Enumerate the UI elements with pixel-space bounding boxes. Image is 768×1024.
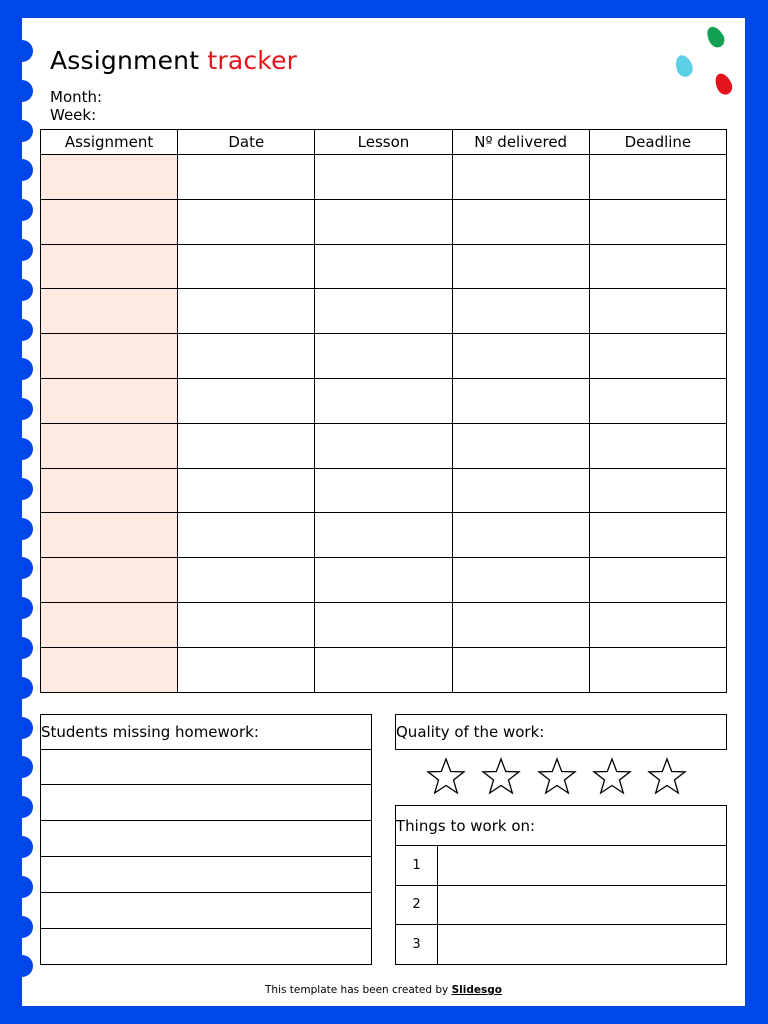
table-row <box>41 602 727 647</box>
table-cell-date[interactable] <box>178 423 315 468</box>
month-label: Month: <box>50 88 103 106</box>
item-text[interactable] <box>438 925 727 965</box>
binder-hole <box>11 836 33 858</box>
table-cell-deadline[interactable] <box>589 468 726 513</box>
list-item <box>396 925 727 965</box>
star-outline-icon[interactable] <box>592 757 632 797</box>
quality-label: Quality of the work: <box>395 714 727 750</box>
binder-hole <box>11 796 33 818</box>
table-cell-deadline[interactable] <box>589 602 726 647</box>
table-cell-lesson[interactable] <box>315 155 452 200</box>
table-cell-lesson[interactable] <box>315 199 452 244</box>
binder-hole <box>11 518 33 540</box>
star-outline-icon[interactable] <box>647 757 687 797</box>
table-cell-assignment[interactable] <box>41 558 178 603</box>
table-cell-assignment[interactable] <box>41 244 178 289</box>
title-main: Assignment <box>50 46 200 75</box>
table-header-row <box>41 130 727 155</box>
binder-hole <box>11 677 33 699</box>
things-to-work-on-table <box>395 845 727 965</box>
table-cell-assignment[interactable] <box>41 334 178 379</box>
credit-brand-link[interactable]: Slidesgo <box>451 984 502 996</box>
column-header-deadline: Deadline <box>589 130 726 155</box>
table-cell-lesson[interactable] <box>315 289 452 334</box>
binder-hole <box>11 478 33 500</box>
column-header-date: Date <box>178 130 315 155</box>
missing-homework-label: Students missing homework: <box>40 714 372 750</box>
table-cell-lesson[interactable] <box>315 334 452 379</box>
table-cell-lesson[interactable] <box>315 244 452 289</box>
binder-hole <box>11 159 33 181</box>
binder-hole <box>11 120 33 142</box>
missing-homework-list <box>40 749 372 965</box>
green-drop-icon <box>704 24 728 51</box>
table-cell-date[interactable] <box>178 289 315 334</box>
table-cell-assignment[interactable] <box>41 199 178 244</box>
table-row <box>41 199 727 244</box>
page-title <box>50 46 297 75</box>
binder-hole <box>11 80 33 102</box>
table-row <box>41 468 727 513</box>
table-cell-lesson[interactable] <box>315 468 452 513</box>
table-cell-date[interactable] <box>178 378 315 423</box>
title-accent: tracker <box>207 46 298 75</box>
table-cell-deadline[interactable] <box>589 289 726 334</box>
missing-homework-line[interactable] <box>40 893 372 929</box>
binder-hole <box>11 955 33 977</box>
table-cell-assignment[interactable] <box>41 423 178 468</box>
table-cell-deadline[interactable] <box>589 378 726 423</box>
worksheet-page <box>22 18 745 1006</box>
item-text[interactable] <box>438 885 727 925</box>
table-cell-deadline[interactable] <box>589 647 726 692</box>
table-cell-lesson[interactable] <box>315 647 452 692</box>
credit-text: This template has been created by <box>265 984 449 996</box>
star-outline-icon[interactable] <box>537 757 577 797</box>
table-row <box>41 513 727 558</box>
table-cell-lesson[interactable] <box>315 423 452 468</box>
list-item <box>396 846 727 886</box>
binder-hole <box>11 239 33 261</box>
star-outline-icon[interactable] <box>426 757 466 797</box>
table-cell-date[interactable] <box>178 334 315 379</box>
table-cell-date[interactable] <box>178 513 315 558</box>
table-cell-lesson[interactable] <box>315 558 452 603</box>
table-cell-delivered[interactable] <box>452 155 589 200</box>
table-cell-assignment[interactable] <box>41 155 178 200</box>
cyan-drop-icon <box>673 53 696 79</box>
item-number: 3 <box>396 925 438 965</box>
binder-hole <box>11 319 33 341</box>
table-cell-deadline[interactable] <box>589 513 726 558</box>
footer-credit <box>22 984 745 996</box>
item-number: 1 <box>396 846 438 886</box>
table-cell-assignment[interactable] <box>41 602 178 647</box>
missing-homework-line[interactable] <box>40 749 372 785</box>
table-cell-lesson[interactable] <box>315 513 452 558</box>
table-cell-assignment[interactable] <box>41 468 178 513</box>
binder-hole <box>11 876 33 898</box>
table-cell-delivered[interactable] <box>452 602 589 647</box>
table-cell-delivered[interactable] <box>452 199 589 244</box>
star-outline-icon[interactable] <box>481 757 521 797</box>
binder-hole <box>11 597 33 619</box>
table-row <box>41 378 727 423</box>
table-cell-deadline[interactable] <box>589 423 726 468</box>
table-cell-deadline[interactable] <box>589 334 726 379</box>
column-header-lesson: Lesson <box>315 130 452 155</box>
binder-hole <box>11 916 33 938</box>
table-cell-assignment[interactable] <box>41 513 178 558</box>
table-row <box>41 155 727 200</box>
item-number: 2 <box>396 885 438 925</box>
binder-hole <box>11 438 33 460</box>
table-row <box>41 558 727 603</box>
red-drop-icon <box>712 71 735 97</box>
table-cell-delivered[interactable] <box>452 513 589 558</box>
table-row <box>41 244 727 289</box>
table-cell-deadline[interactable] <box>589 199 726 244</box>
binder-hole <box>11 637 33 659</box>
table-row <box>41 289 727 334</box>
table-cell-date[interactable] <box>178 468 315 513</box>
binder-hole <box>11 358 33 380</box>
table-cell-date[interactable] <box>178 155 315 200</box>
table-cell-deadline[interactable] <box>589 244 726 289</box>
table-cell-delivered[interactable] <box>452 244 589 289</box>
column-header-delivered: Nº delivered <box>452 130 589 155</box>
binder-hole <box>11 557 33 579</box>
table-cell-delivered[interactable] <box>452 289 589 334</box>
binder-hole <box>11 199 33 221</box>
table-cell-delivered[interactable] <box>452 334 589 379</box>
item-text[interactable] <box>438 846 727 886</box>
table-cell-delivered[interactable] <box>452 558 589 603</box>
table-row <box>41 423 727 468</box>
table-row <box>41 334 727 379</box>
table-cell-date[interactable] <box>178 199 315 244</box>
table-cell-delivered[interactable] <box>452 647 589 692</box>
table-row <box>41 647 727 692</box>
binder-hole <box>11 717 33 739</box>
quality-rating[interactable] <box>426 757 702 797</box>
missing-homework-line[interactable] <box>40 785 372 821</box>
assignment-table-body <box>41 155 727 693</box>
table-cell-delivered[interactable] <box>452 423 589 468</box>
table-cell-date[interactable] <box>178 244 315 289</box>
missing-homework-line[interactable] <box>40 857 372 893</box>
missing-homework-line[interactable] <box>40 821 372 857</box>
table-cell-assignment[interactable] <box>41 647 178 692</box>
table-cell-delivered[interactable] <box>452 378 589 423</box>
table-cell-date[interactable] <box>178 647 315 692</box>
table-cell-deadline[interactable] <box>589 558 726 603</box>
table-cell-lesson[interactable] <box>315 602 452 647</box>
things-to-work-on-label: Things to work on: <box>395 805 727 846</box>
week-label: Week: <box>50 106 97 124</box>
table-cell-date[interactable] <box>178 602 315 647</box>
binder-hole <box>11 756 33 778</box>
table-cell-date[interactable] <box>178 558 315 603</box>
missing-homework-line[interactable] <box>40 929 372 965</box>
table-cell-assignment[interactable] <box>41 378 178 423</box>
table-cell-delivered[interactable] <box>452 468 589 513</box>
column-header-assignment: Assignment <box>41 130 178 155</box>
list-item <box>396 885 727 925</box>
table-cell-deadline[interactable] <box>589 155 726 200</box>
table-cell-lesson[interactable] <box>315 378 452 423</box>
assignment-table <box>40 129 727 693</box>
binder-hole <box>11 279 33 301</box>
table-cell-assignment[interactable] <box>41 289 178 334</box>
binder-hole <box>11 40 33 62</box>
binder-hole <box>11 398 33 420</box>
